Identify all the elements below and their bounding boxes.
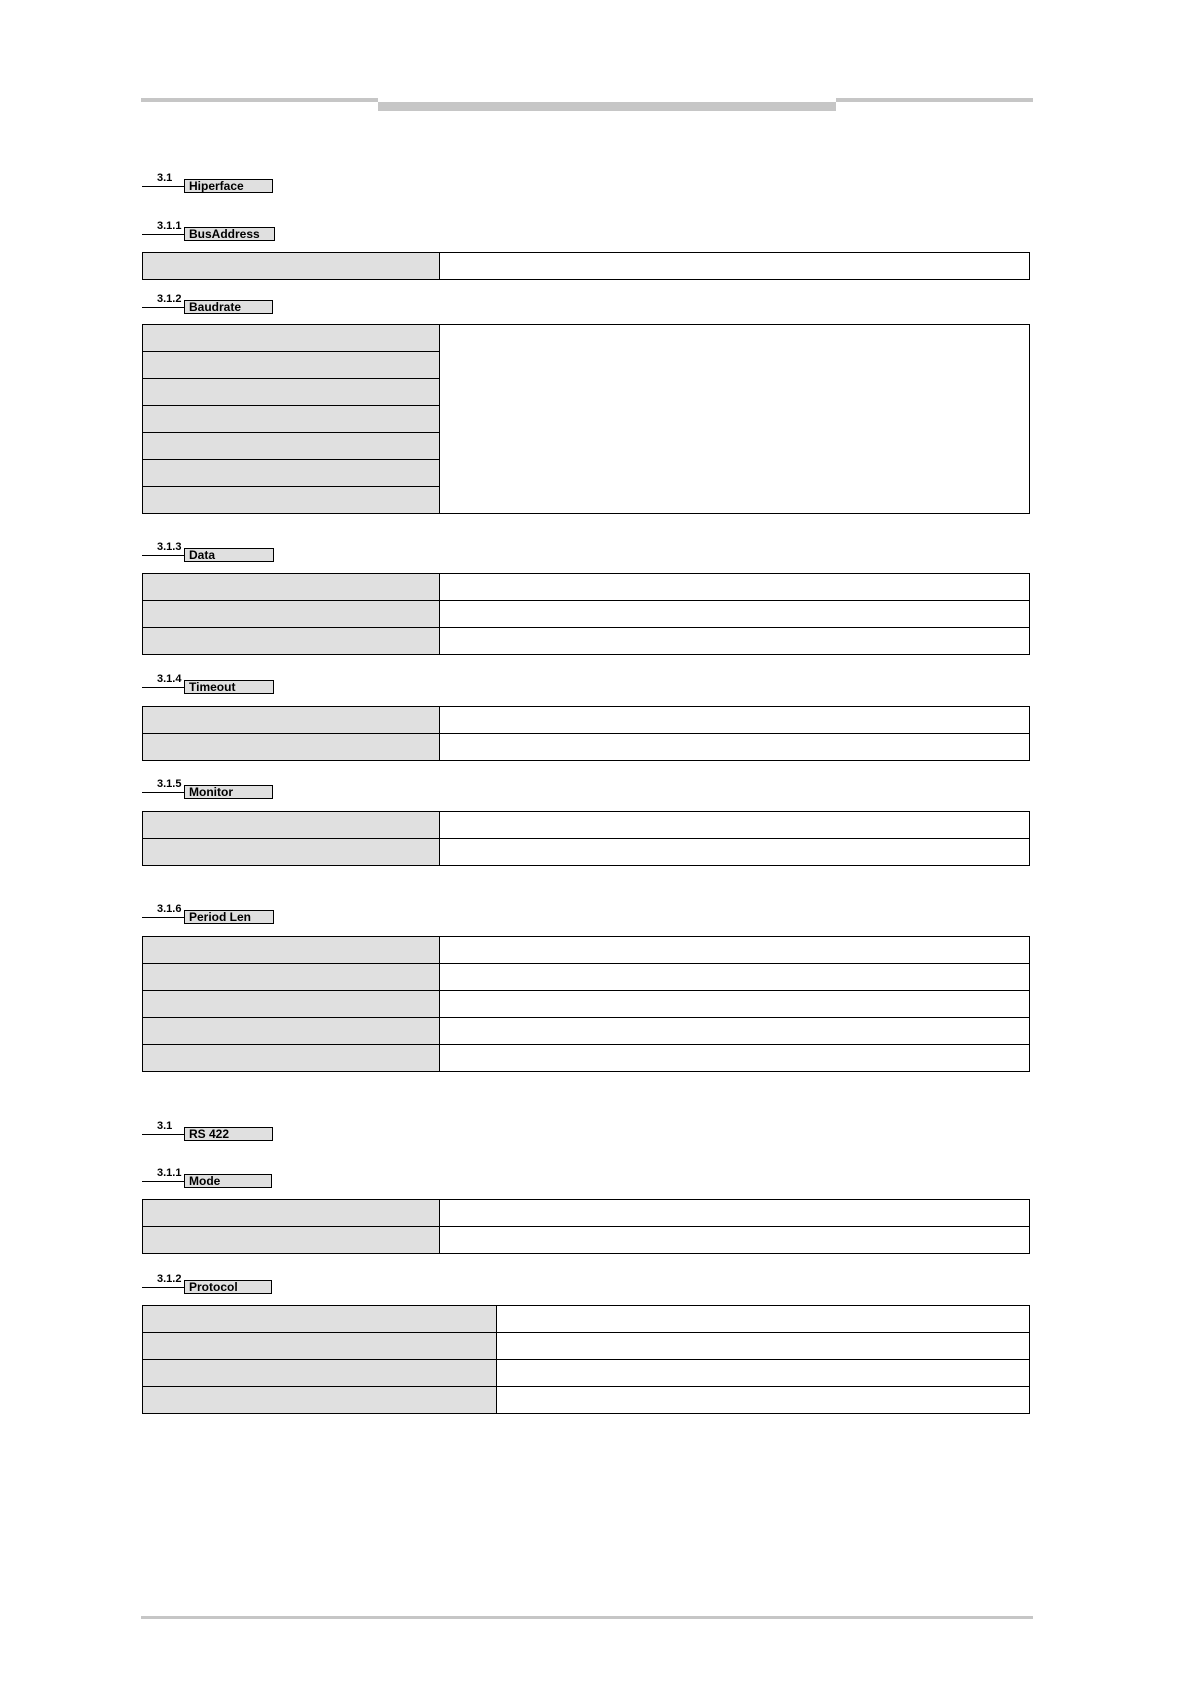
heading-underline [142, 792, 184, 793]
table-cell-key [143, 487, 440, 514]
table-row [143, 1200, 1030, 1227]
section-number: 3.1.6 [157, 903, 182, 915]
section-title: Protocol [184, 1280, 272, 1294]
heading-underline [142, 307, 184, 308]
table-cell-key [143, 1387, 497, 1414]
table-cell-value [440, 1018, 1030, 1045]
section-number: 3.1 [157, 1120, 173, 1132]
table-cell-value [440, 707, 1030, 734]
section-number: 3.1 [157, 172, 173, 184]
heading-underline [142, 186, 184, 187]
table-cell-value [440, 601, 1030, 628]
section-number: 3.1.4 [157, 673, 182, 685]
table-cell-value [440, 1227, 1030, 1254]
section-number: 3.1.3 [157, 541, 182, 553]
table-row [143, 707, 1030, 734]
period-len-table [142, 936, 1030, 1072]
table-row [143, 1018, 1030, 1045]
table-cell-value [440, 1200, 1030, 1227]
table-row [143, 1387, 1030, 1414]
table-row [143, 812, 1030, 839]
section-title: RS 422 [184, 1127, 273, 1141]
table-cell-key [143, 325, 440, 352]
table-cell-key [143, 991, 440, 1018]
table-cell-value [440, 628, 1030, 655]
table-row [143, 1306, 1030, 1333]
heading-underline [142, 917, 184, 918]
table-row [143, 601, 1030, 628]
table-row [143, 839, 1030, 866]
table-cell-key [143, 1306, 497, 1333]
table-cell-key [143, 601, 440, 628]
table-cell-value [440, 574, 1030, 601]
section-title: Timeout [184, 680, 274, 694]
table-cell-key [143, 379, 440, 406]
table-cell-value [440, 964, 1030, 991]
table-cell-value [440, 325, 1030, 514]
table-row [143, 991, 1030, 1018]
section-number: 3.1.2 [157, 1273, 182, 1285]
table-cell-key [143, 1018, 440, 1045]
table-cell-key [143, 937, 440, 964]
header-rule-left [141, 98, 378, 102]
table-cell-key [143, 352, 440, 379]
table-row [143, 628, 1030, 655]
heading-underline [142, 687, 184, 688]
section-number: 3.1.5 [157, 778, 182, 790]
heading-underline [142, 234, 184, 235]
section-title: BusAddress [184, 227, 275, 241]
table-row [143, 1360, 1030, 1387]
table-cell-value [440, 253, 1030, 280]
table-cell-key [143, 406, 440, 433]
table-cell-value [497, 1387, 1030, 1414]
table-cell-key [143, 707, 440, 734]
table-cell-key [143, 433, 440, 460]
footer-rule [141, 1616, 1033, 1619]
mode-table [142, 1199, 1030, 1254]
data-table [142, 573, 1030, 655]
heading-underline [142, 1134, 184, 1135]
table-row [143, 937, 1030, 964]
section-number: 3.1.2 [157, 293, 182, 305]
table-row [143, 734, 1030, 761]
monitor-table [142, 811, 1030, 866]
table-row [143, 1227, 1030, 1254]
table-cell-key [143, 1333, 497, 1360]
table-cell-key [143, 734, 440, 761]
table-cell-key [143, 628, 440, 655]
busaddress-table [142, 252, 1030, 280]
table-cell-key [143, 574, 440, 601]
header-rule-right [836, 98, 1033, 102]
table-cell-value [497, 1333, 1030, 1360]
table-cell-key [143, 1360, 497, 1387]
table-cell-key [143, 1200, 440, 1227]
table-cell-value [440, 734, 1030, 761]
table-cell-value [497, 1306, 1030, 1333]
table-cell-key [143, 1227, 440, 1254]
heading-underline [142, 1181, 184, 1182]
heading-underline [142, 1287, 184, 1288]
heading-underline [142, 555, 184, 556]
section-title: Monitor [184, 785, 273, 799]
table-row [143, 253, 1030, 280]
table-cell-value [497, 1360, 1030, 1387]
table-row [143, 1045, 1030, 1072]
baudrate-table [142, 324, 1030, 514]
table-cell-value [440, 937, 1030, 964]
header-rule-center [378, 102, 836, 111]
table-cell-value [440, 991, 1030, 1018]
table-row [143, 574, 1030, 601]
table-cell-value [440, 839, 1030, 866]
section-title: Hiperface [184, 179, 273, 193]
table-cell-value [440, 1045, 1030, 1072]
timeout-table [142, 706, 1030, 761]
section-title: Baudrate [184, 300, 273, 314]
section-number: 3.1.1 [157, 220, 182, 232]
table-cell-key [143, 839, 440, 866]
table-cell-key [143, 1045, 440, 1072]
section-title: Period Len [184, 910, 274, 924]
table-cell-key [143, 964, 440, 991]
table-cell-key [143, 812, 440, 839]
section-title: Mode [184, 1174, 272, 1188]
section-title: Data [184, 548, 274, 562]
section-number: 3.1.1 [157, 1167, 182, 1179]
table-row [143, 964, 1030, 991]
table-cell-value [440, 812, 1030, 839]
table-cell-key [143, 253, 440, 280]
table-row [143, 325, 1030, 352]
table-row [143, 1333, 1030, 1360]
table-cell-key [143, 460, 440, 487]
protocol-table [142, 1305, 1030, 1414]
